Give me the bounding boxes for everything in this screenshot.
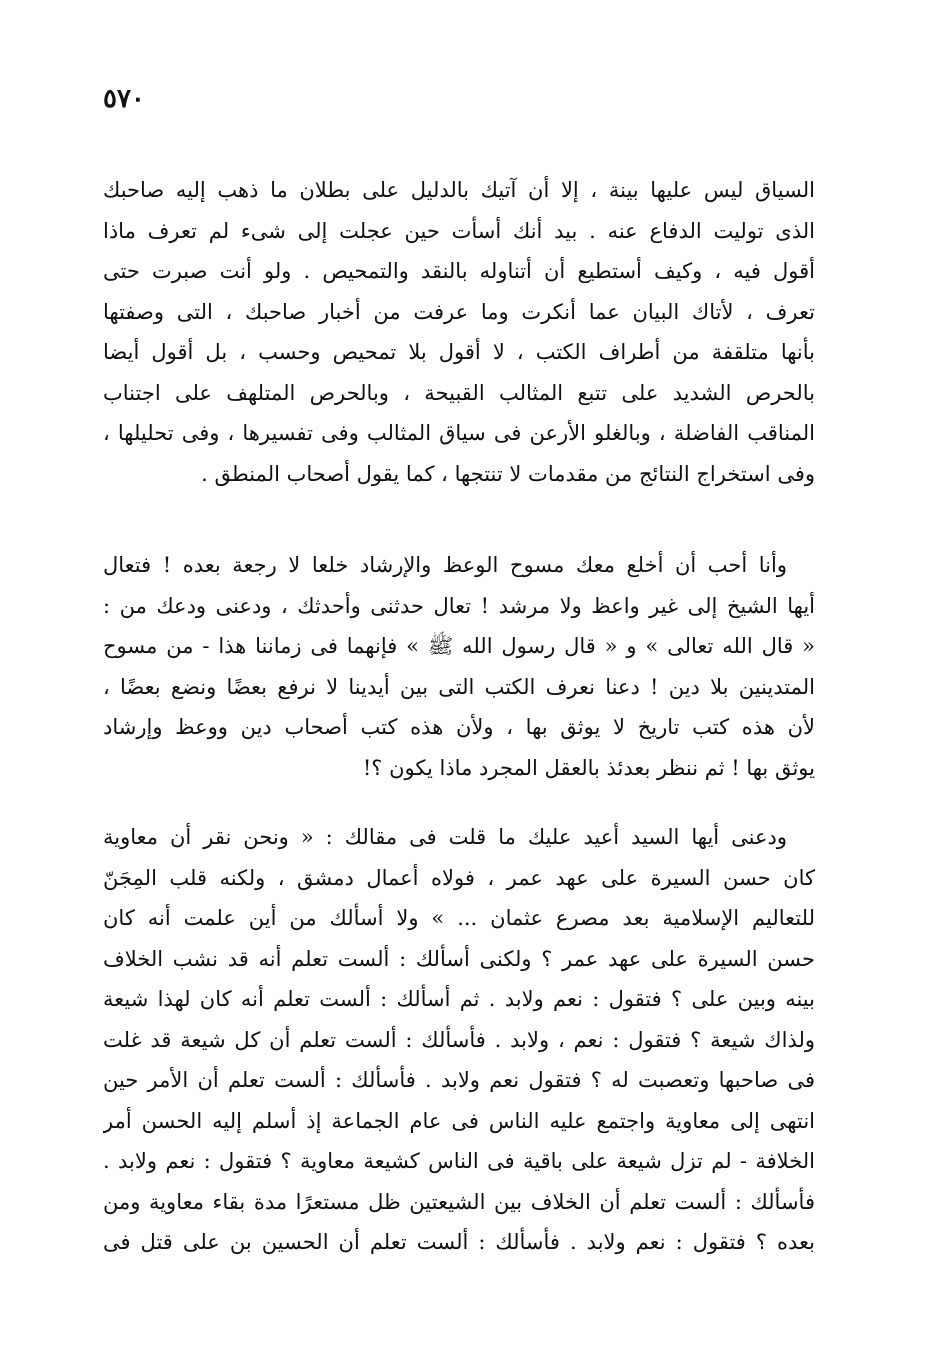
text-line: تعرف ، لأتاك البيان عما أنكرت وما عرفت من أخبار صاحبك ، التى وصفتها — [103, 299, 815, 324]
text-line: المتدينين بلا دين ! دعنا نعرف الكتب التى بين أيدينا لا نرفع بعضًا ونضع بعضًا ، — [103, 674, 815, 699]
text-line: حسن السيرة على عهد عمر ؟ ولكنى أسألك : ألست تعلم أنه قد نشب الخلاف — [103, 946, 815, 971]
text-line: المناقب الفاضلة ، وبالغلو الأرعن فى سياق المثالب وفى تفسيرها ، وفى تحليلها ، — [103, 421, 815, 445]
text-line: ولذاك شيعة ؟ فتقول : نعم ، ولابد . فأسألك : ألست تعلم أن كل شيعة قد غلت — [103, 1027, 815, 1052]
text-line: بالحرص الشديد على تتبع المثالب القبيحة ، وبالحرص المتلهف على اجتناب — [103, 380, 815, 405]
text-line: لأن هذه كتب تاريخ لا يوثق بها ، ولأن هذه كتب أصحاب دين ووعظ وإرشاد — [103, 715, 815, 739]
paragraph-2 — [103, 545, 815, 788]
text-line: وأنا أحب أن أخلع معك مسوح الوعظ والإرشاد خلعا لا رجعة بعده ! فتعال — [103, 553, 787, 577]
text-line: « قال الله تعالى » و « قال رسول الله ﷺ » فإنهما فى زماننا هذا - من مسوح — [103, 634, 815, 658]
text-line: بأنها متلقفة من أطراف الكتب ، لا أقول بلا تمحيص وحسب ، بل أقول أيضا — [103, 340, 815, 364]
text-line: فأسألك : ألست تعلم أن الخلاف بين الشيعتين ظل مستعرًا مدة بقاء معاوية ومن — [103, 1189, 815, 1214]
text-line: بعده ؟ فتقول : نعم ولابد . فأسألك : ألست تعلم أن الحسين بن على قتل فى — [103, 1230, 815, 1254]
paragraph-3 — [103, 817, 815, 1263]
text-line: أقول فيه ، وكيف أستطيع أن أتناوله بالنقد والتمحيص . ولو أنت صبرت حتى — [103, 259, 815, 283]
text-line: الخلافة - لم تزل شيعة على باقية فى الناس كشيعة معاوية ؟ فتقول : نعم ولابد . — [103, 1149, 815, 1173]
paragraph-1 — [103, 170, 815, 494]
text-line: فى صاحبها وتعصبت له ؟ فتقول نعم ولابد . فأسألك : ألست تعلم أن الأمر حين — [103, 1068, 815, 1092]
text-line: للتعاليم الإسلامية بعد مصرع عثمان ... » ولا أسألك من أين علمت أنه كان — [103, 906, 815, 930]
text-line: ودعنى أيها السيد أعيد عليك ما قلت فى مقالك : « ونحن نقر أن معاوية — [103, 825, 787, 849]
text-line: السياق ليس عليها بينة ، إلا أن آتيك بالدليل على بطلان ما ذهب إليه صاحبك — [103, 178, 815, 202]
text-line: يوثق بها ! ثم ننظر بعدئذ بالعقل المجرد ماذا يكون ؟! — [362, 755, 815, 780]
text-line: وفى استخراج النتائج من مقدمات لا تنتجها ، كما يقول أصحاب المنطق . — [201, 461, 815, 486]
text-line: أيها الشيخ إلى غير واعظ ولا مرشد ! تعال حدثنى وأحدثك ، ودعنى ودعك من : — [103, 593, 815, 618]
text-line: كان حسن السيرة على عهد عمر ، فولاه أعمال دمشق ، ولكنه قلب المِجَنّ — [103, 865, 815, 890]
text-line: انتهى إلى معاوية واجتمع عليه الناس فى عام الجماعة إذ أسلم إليه الحسن أمر — [103, 1108, 815, 1133]
text-line: الذى توليت الدفاع عنه . بيد أنك أسأت حين عجلت إلى شىء لم تعرف ماذا — [103, 218, 815, 243]
text-line: بينه وبين على ؟ فتقول : نعم ولابد . ثم أسألك : ألست تعلم أنه كان لهذا شيعة — [103, 987, 815, 1011]
page-number: ٥٧٠ — [103, 84, 145, 114]
